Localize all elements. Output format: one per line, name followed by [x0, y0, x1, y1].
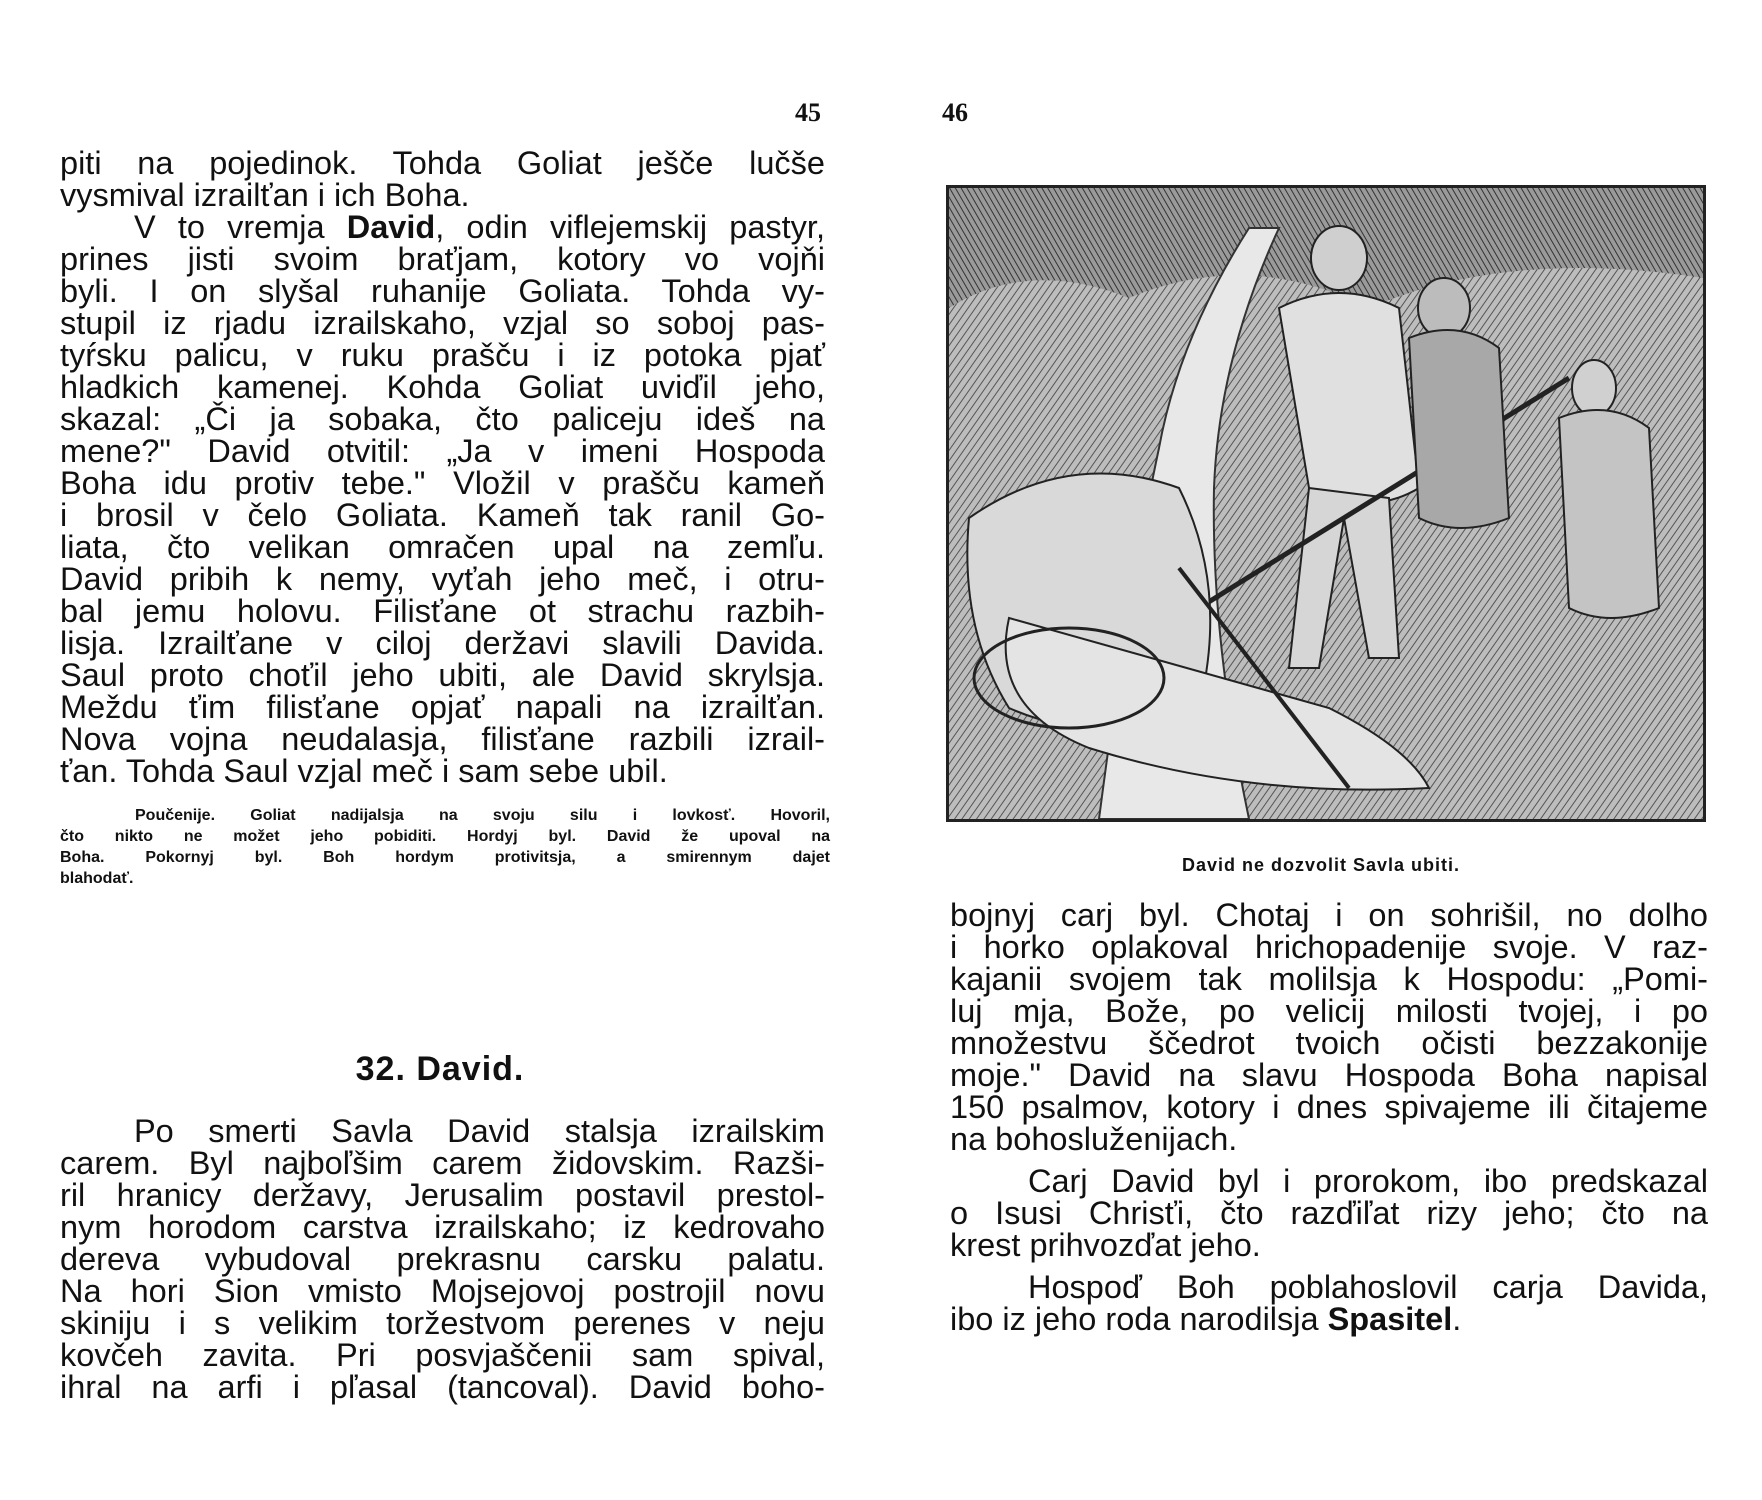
right-page: [880, 0, 1762, 1500]
text-line: bojnyj carj byl. Chotaj i on sohrišil, no dolho: [950, 897, 1708, 933]
text-line: ihral na arfi i pľasal (tancoval). David boho-: [60, 1369, 825, 1405]
text-line: Carj David byl i prorokom, ibo predskazal: [1028, 1163, 1708, 1199]
engraving-image: [949, 188, 1703, 819]
text-line: byli. I on slyšal ruhanije Goliata. Tohda vy-: [60, 273, 825, 309]
text-line: nym horodom carstva izrailskaho; iz kedrovaho: [60, 1209, 825, 1245]
text-line: piti na pojedinok. Tohda Goliat ješče lučše: [60, 145, 825, 181]
text-line: prines jisti svoim braťjam, kotory vo vojňi: [60, 241, 825, 277]
section-heading: 32. David.: [355, 1050, 525, 1088]
text-line: Nova vojna neudalasja, filisťane razbili izrail-: [60, 721, 825, 757]
note-line: Boha. Pokornyj byl. Boh hordym protivitsja, a smirennym dajet: [60, 849, 830, 866]
text-line: skiniju i s velikim toržestvom perenes v neju: [60, 1305, 825, 1341]
note-line: čto nikto ne možet jeho pobiditi. Hordyj byl. David že upoval na: [60, 828, 830, 845]
text-line: V to vremja David, odin viflejemskij pastyr,: [134, 209, 825, 245]
text-line: liata, čto velikan omračen upal na zemľu.: [60, 529, 825, 565]
page-number-left: 45: [795, 98, 821, 127]
page-number-right: 46: [942, 98, 968, 127]
text-line: i horko oplakoval hrichopadenije svoje. V raz-: [950, 929, 1708, 965]
text-line: i brosil v čelo Goliata. Kameň tak ranil Go-: [60, 497, 825, 533]
text-line: carem. Byl najboľšim carem židovskim. Razši-: [60, 1145, 825, 1181]
text-line: Hospoď Boh poblahoslovil carja Davida,: [1028, 1269, 1708, 1305]
text-line: Saul proto choťil jeho ubiti, ale David skrylsja.: [60, 657, 825, 693]
text-line: Boha idu protiv tebe." Vložil v prašču kameň: [60, 465, 825, 501]
text-line: Po smerti Savla David stalsja izrailskim: [134, 1113, 825, 1149]
text-line: krest prihvozďat jeho.: [950, 1227, 1261, 1263]
left-page: [0, 0, 880, 1500]
note-line: blahodať.: [60, 870, 134, 887]
text-line: množestvu ščedrot tvoich očisti bezzakonije: [950, 1025, 1708, 1061]
text-line: bal jemu holovu. Filisťane ot strachu razbih-: [60, 593, 825, 629]
note-line: Poučenije. Goliat nadijalsja na svoju silu i lovkosť. Hovoril,: [135, 807, 830, 824]
text-line: ibo iz jeho roda narodilsja Spasitel.: [950, 1301, 1462, 1337]
illustration-caption: David ne dozvolit Savla ubiti.: [1181, 855, 1461, 875]
text-line: moje." David na slavu Hospoda Boha napisal: [950, 1057, 1708, 1093]
text-line: mene?" David otvitil: „Ja v imeni Hospoda: [60, 433, 825, 469]
text-line: stupil iz rjadu izrailskaho, vzjal so soboj pas-: [60, 305, 825, 341]
engraving-illustration: [946, 185, 1706, 822]
text-line: Na hori Sion vmisto Mojsejovoj postrojil novu: [60, 1273, 825, 1309]
text-line: luj mja, Bože, po velicij milosti tvojej, i po: [950, 993, 1708, 1029]
text-line: hladkich kamenej. Kohda Goliat uviďil jeho,: [60, 369, 825, 405]
text-line: lisja. Izrailťane v ciloj deržavi slavili Davida.: [60, 625, 825, 661]
text-line: tyŕsku palicu, v ruku prašču i iz potoka pjať: [60, 337, 825, 373]
text-line: skazal: „Či ja sobaka, čto paliceju ideš na: [60, 401, 825, 437]
text-line: ril hranicy deržavy, Jerusalim postavil prestol-: [60, 1177, 825, 1213]
text-line: vysmival izrailťan i ich Boha.: [60, 177, 470, 213]
text-line: Meždu ťim filisťane opjať napali na izrailťan.: [60, 689, 825, 725]
text-line: ťan. Tohda Saul vzjal meč i sam sebe ubil.: [60, 753, 668, 789]
text-line: na bohosluženijach.: [950, 1121, 1238, 1157]
text-line: dereva vybudoval prekrasnu carsku palatu.: [60, 1241, 825, 1277]
text-line: kovčeh zavita. Pri posvjaščenii sam spival,: [60, 1337, 825, 1373]
text-line: kajanii svojem tak molilsja k Hospodu: „Pomi-: [950, 961, 1708, 997]
text-line: o Isusi Chrisťi, čto razďiľat rizy jeho; čto na: [950, 1195, 1708, 1231]
text-line: 150 psalmov, kotory i dnes spivajeme ili čitajeme: [950, 1089, 1708, 1125]
text-line: David pribih k nemy, vyťah jeho meč, i otru-: [60, 561, 825, 597]
